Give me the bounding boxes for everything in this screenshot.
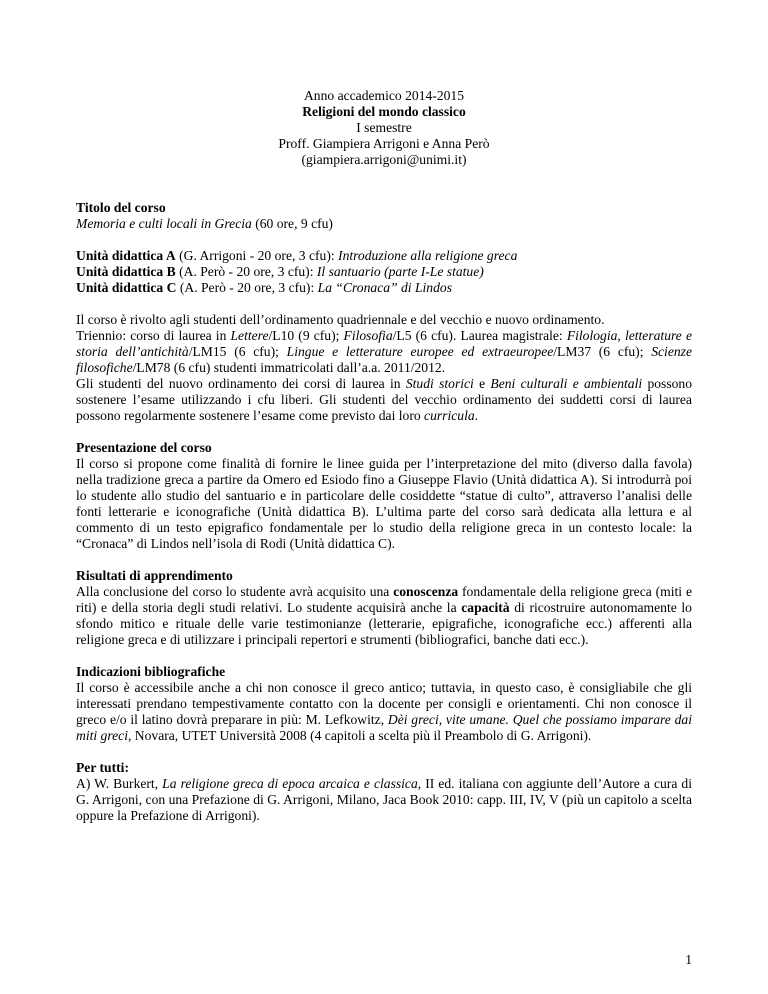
page-number: 1 (685, 952, 692, 967)
text-run: Il corso è accessibile anche a chi non conosce il greco antico; tuttavia, in questo caso, è consigliabile che gli interessati prendano tempestivamente contatto con la docente per consigli e orientamenti. Chi non conosce il greco e/o il latino dovrà preparare in più: M. Lefkowitz, (76, 680, 692, 727)
degree-filosofia: Filosofia (343, 328, 393, 343)
section-risultati (76, 568, 692, 648)
academic-year: Anno accademico 2014-2015 (303, 88, 465, 103)
text-run: e (473, 376, 491, 391)
section-bibliografia (76, 664, 692, 744)
presentazione-heading: Presentazione del corso (76, 440, 212, 455)
page-content (76, 88, 692, 824)
unit-info: (A. Però - 20 ore, 3 cfu): (175, 264, 317, 279)
per-tutti-item-a (76, 776, 692, 824)
text-run: Alla conclusione del corso lo studente avrà acquisito una (76, 584, 394, 599)
text-run: A) W. Burkert, (76, 776, 163, 791)
unit-info: (A. Però - 20 ore, 3 cfu): (176, 280, 318, 295)
contact-email: (giampiera.arrigoni@unimi.it) (301, 152, 467, 167)
text-run: Triennio: corso di laurea in (76, 328, 231, 343)
keyword-conoscenza: conoscenza (393, 584, 459, 599)
audience-intro: Il corso è rivolto agli studenti dell’ordinamento quadriennale e del vecchio e nuovo ordinamento. (76, 312, 605, 327)
audience-notes (76, 376, 692, 424)
professors: Proff. Giampiera Arrigoni e Anna Però (278, 136, 490, 151)
text-run: /L10 (9 cfu); (268, 328, 344, 343)
book-title-lefkowitz: Dèi greci, vite umane. Quel che possiamo imparare dai miti greci (76, 712, 692, 743)
titolo-line (76, 216, 692, 232)
unit-c (76, 280, 692, 296)
degree-scienze-filosofiche: Scienze filosofiche (76, 344, 692, 375)
text-run: /LM37 (6 cfu); (553, 344, 652, 359)
section-per-tutti (76, 760, 692, 824)
text-run: /L5 (6 cfu). Laurea magistrale: (392, 328, 567, 343)
section-units (76, 248, 692, 296)
unit-label: Unità didattica B (76, 264, 176, 279)
unit-label: Unità didattica C (76, 280, 177, 295)
course-name: Religioni del mondo classico (302, 104, 466, 119)
degree-beni-culturali: Beni culturali e ambientali (490, 376, 643, 391)
risultati-body (76, 584, 692, 648)
titolo-heading: Titolo del corso (76, 200, 166, 215)
text-run: possono sostenere l’esame utilizzando i cfu liberi. Gli studenti del vecchio ordinamento dei suddetti corsi di laurea possono regolarmente sostenere l’esame come previsto dai loro (76, 376, 693, 423)
document-header (76, 88, 692, 168)
degree-lettere: Lettere (230, 328, 269, 343)
unit-label: Unità didattica A (76, 248, 176, 263)
degree-filologia: Filologia, letterature e storia dell’antichità (76, 328, 692, 359)
bibliografia-heading: Indicazioni bibliografiche (76, 664, 226, 679)
section-presentazione (76, 440, 692, 552)
bibliografia-body (76, 680, 692, 744)
text-run: . (474, 408, 479, 423)
text-run: fondamentale della religione greca (miti e riti) e della storia degli studi relativi. Lo studente acquisirà anche la (76, 584, 692, 615)
degree-studi-storici: Studi storici (405, 376, 474, 391)
semester: I semestre (356, 120, 412, 135)
risultati-heading: Risultati di apprendimento (76, 568, 233, 583)
degree-lingue: Lingue e letterature europee ed extraeuropee (286, 344, 554, 359)
curricula-term: curricula (424, 408, 475, 423)
text-run: , Novara, UTET Università 2008 (4 capitoli a scelta più il Preambolo di G. Arrigoni). (127, 728, 592, 743)
text-run: , II ed. italiana con aggiunte dell’Autore a cura di G. Arrigoni, con una Prefazione di G. Arrigoni, Milano, Jaca Book 2010: capp. III, IV, V (più un capitolo a scelta oppure la Prefazione di Arrigoni). (76, 776, 692, 823)
keyword-capacita: capacità (461, 600, 510, 615)
text-run: Gli studenti del nuovo ordinamento dei corsi di laurea in (76, 376, 406, 391)
per-tutti-heading: Per tutti: (76, 760, 129, 775)
unit-b (76, 264, 692, 280)
section-audience (76, 312, 692, 424)
text-run: /LM15 (6 cfu); (188, 344, 287, 359)
unit-a (76, 248, 692, 264)
unit-topic: Introduzione alla religione greca (338, 248, 518, 263)
presentazione-body: Il corso si propone come finalità di fornire le linee guida per l’interpretazione del mito (diverso dalla favola) nella tradizione greca a partire da Omero ed Esiodo fino a Giuseppe Flavio (Unità didattica A). Si introdurrà poi lo studente allo studio del santuario e in particolare delle cosiddette “statue di culto”, attraverso l’analisi delle fonti letterarie e iconografiche (Unità didattica B). L’ultima parte del corso sarà dedicata alla lettura e al commento di un testo epigrafico fondamentale per lo studio della religione greca in un contesto locale: la “Cronaca” di Lindos nell’isola di Rodi (Unità didattica C). (76, 456, 692, 551)
text-run: di ricostruire autonomamente lo sfondo mitico e rituale delle varie testimonianze (letterarie, epigrafiche, iconografiche ecc.) afferenti alla religione greca e di utilizzare i principali repertori e strumenti (bibliografici, banche dati ecc.). (76, 600, 692, 647)
audience-degrees (76, 328, 692, 376)
text-run: /LM78 (6 cfu) studenti immatricolati dall’a.a. 2011/2012. (132, 360, 446, 375)
unit-info: (G. Arrigoni - 20 ore, 3 cfu): (175, 248, 339, 263)
unit-topic: Il santuario (parte I-Le statue) (316, 264, 484, 279)
section-titolo (76, 200, 692, 232)
course-title-details: (60 ore, 9 cfu) (251, 216, 333, 231)
unit-topic: La “Cronaca” di Lindos (317, 280, 452, 295)
book-title-burkert: La religione greca di epoca arcaica e classica (162, 776, 418, 791)
course-title: Memoria e culti locali in Grecia (76, 216, 252, 231)
